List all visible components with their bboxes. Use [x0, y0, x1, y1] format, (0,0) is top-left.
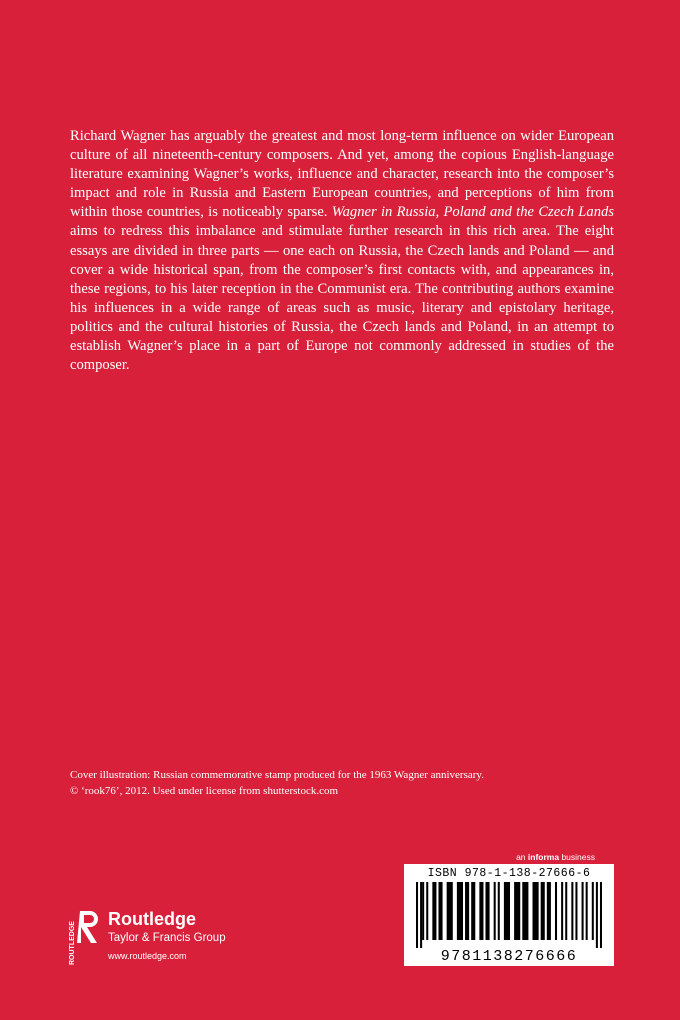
- barcode-bar: [471, 882, 475, 940]
- credit-line-1: Cover illustration: Russian commemorative stamp produced for the 1963 Wagner anniversary.: [70, 769, 484, 781]
- barcode-bar: [422, 882, 424, 940]
- barcode-bars: [414, 882, 604, 948]
- back-cover-blurb: [70, 127, 614, 375]
- barcode-bar: [575, 882, 577, 940]
- barcode-bar: [547, 882, 551, 940]
- cover-credit: [70, 768, 630, 799]
- routledge-logo: [68, 907, 268, 967]
- barcode-bar: [465, 882, 469, 940]
- barcode-bar: [533, 882, 539, 940]
- informa-prefix: an: [516, 852, 528, 862]
- publisher-url: www.routledge.com: [108, 951, 187, 961]
- barcode-bar: [416, 882, 418, 948]
- blurb-text-1: Richard Wagner has arguably the greatest and most long-term influence on wider European culture of all nineteenth-century composers. And yet, among the copious English-language literature examining Wagner’s works, influence and character, research into the composer’s impact and role in Russia and Eastern European countries, and perceptions of him from within those countries, is noticeably sparse.: [70, 128, 614, 221]
- barcode-bar: [438, 882, 442, 940]
- informa-tagline: [516, 852, 595, 862]
- barcode-bar: [447, 882, 453, 940]
- barcode-bar: [586, 882, 588, 940]
- barcode-bar: [479, 882, 483, 940]
- book-title: Wagner in Russia, Poland and the Czech Lands: [331, 204, 614, 221]
- routledge-logo-icon: [68, 907, 104, 967]
- barcode-bar: [494, 882, 496, 940]
- isbn-text: ISBN 978-1-138-27666-6: [427, 867, 591, 880]
- barcode-bar: [592, 882, 594, 940]
- barcode-bar: [582, 882, 584, 940]
- ean-digits: 9781138276666: [440, 948, 578, 965]
- barcode-bar: [565, 882, 567, 940]
- publisher-group: Taylor & Francis Group: [108, 932, 226, 944]
- barcode-bar: [432, 882, 436, 940]
- publisher-name: Routledge: [108, 909, 196, 929]
- barcode-bar: [522, 882, 528, 940]
- routledge-vertical-mark: ROUTLEDGE: [69, 921, 76, 965]
- barcode-bar: [504, 882, 510, 940]
- informa-brand: informa: [527, 852, 560, 862]
- barcode-bar: [420, 882, 422, 948]
- barcode-bar: [600, 882, 602, 948]
- barcode-bar: [541, 882, 545, 940]
- barcode-bar: [457, 882, 463, 940]
- credit-line-2: © ‘rook76’, 2012. Used under license from shutterstock.com: [70, 784, 339, 797]
- blurb-text-2: aims to redress this imbalance and stimulate further research in this rich area. The eight essays are divided in three parts — one each on Russia, the Czech lands and Poland — and cover a wide historical span, from the composer’s first contacts with, and appearances in, these regions, to his later reception in the Communist era. The contributing authors examine his influences in a wide range of areas such as music, literary and epistolary heritage, politics and the cultural histories of Russia, the Czech lands and Poland, in an attempt to establish Wagner’s place in a part of Europe not commonly addressed in studies of the composer.: [70, 223, 614, 374]
- barcode-bar: [426, 882, 428, 940]
- barcode-bar: [596, 882, 598, 948]
- barcode: [404, 864, 614, 966]
- barcode-bar: [555, 882, 557, 940]
- barcode-bar: [485, 882, 489, 940]
- informa-suffix: business: [559, 852, 595, 862]
- barcode-bar: [514, 882, 520, 940]
- barcode-bar: [561, 882, 563, 940]
- barcode-bar: [498, 882, 500, 940]
- barcode-bar: [571, 882, 573, 940]
